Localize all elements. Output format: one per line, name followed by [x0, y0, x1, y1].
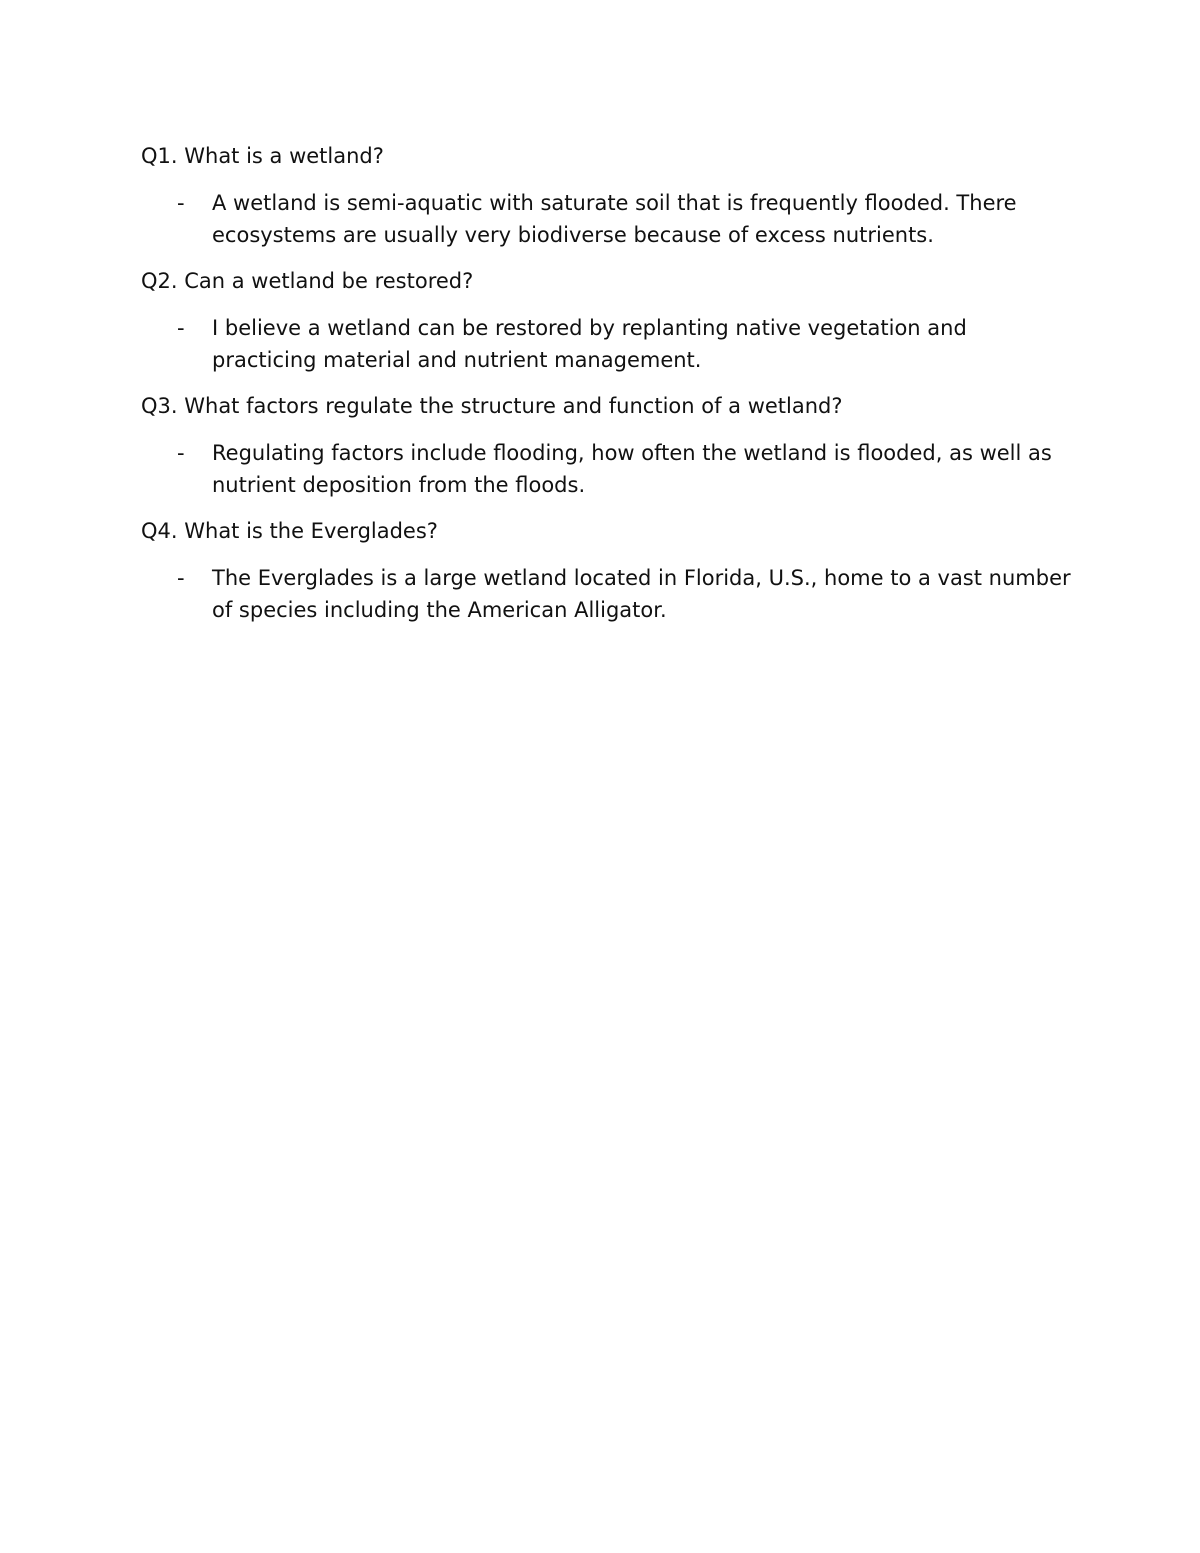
answer-3-text: Regulating factors include flooding, how often the wetland is flooded, as well as nutrient deposition from the floods. — [212, 441, 1052, 497]
answer-1 — [141, 187, 1071, 251]
qa-block-1 — [141, 140, 1071, 251]
question-2: Q2. Can a wetland be restored? — [141, 269, 474, 293]
qa-block-2 — [141, 265, 1071, 376]
answer-1-text: A wetland is semi-aquatic with saturate soil that is frequently flooded. There ecosystems are usually very biodiverse because of excess nutrients. — [212, 191, 1017, 247]
document-body — [141, 140, 1071, 640]
answer-2 — [141, 312, 1071, 376]
question-1: Q1. What is a wetland? — [141, 144, 384, 168]
qa-block-3 — [141, 390, 1071, 501]
bullet-dash: - — [177, 316, 185, 340]
answer-4-text: The Everglades is a large wetland located in Florida, U.S., home to a vast number of species including the American Alligator. — [212, 566, 1071, 622]
bullet-dash: - — [177, 191, 185, 215]
answer-3 — [141, 437, 1071, 501]
question-4: Q4. What is the Everglades? — [141, 519, 438, 543]
bullet-dash: - — [177, 566, 185, 590]
answer-4 — [141, 562, 1071, 626]
answer-2-text: I believe a wetland can be restored by replanting native vegetation and practicing material and nutrient management. — [212, 316, 967, 372]
question-3: Q3. What factors regulate the structure and function of a wetland? — [141, 394, 843, 418]
bullet-dash: - — [177, 441, 185, 465]
qa-block-4 — [141, 515, 1071, 626]
